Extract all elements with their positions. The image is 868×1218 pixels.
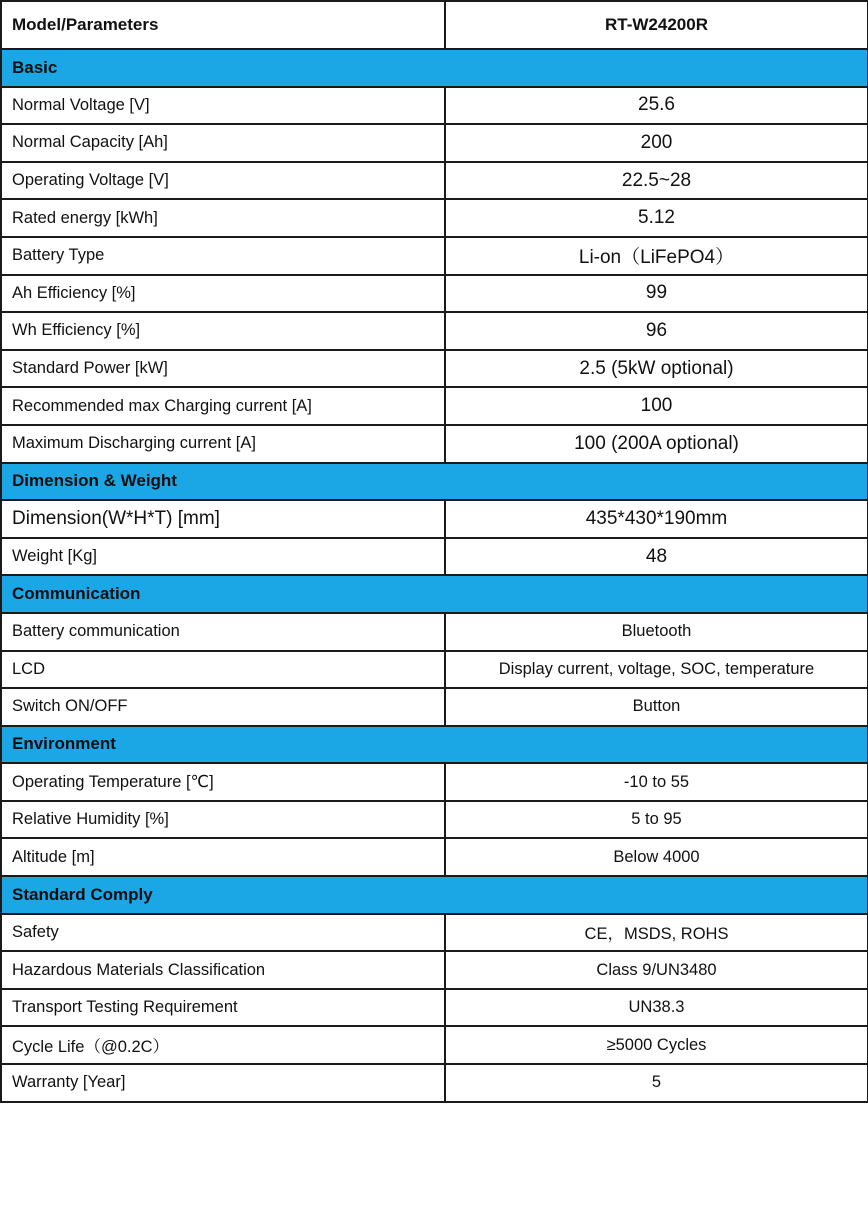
param-label: Battery Type (1, 237, 445, 275)
param-value: 48 (445, 538, 868, 576)
table-row (1, 763, 868, 801)
table-row (1, 237, 868, 275)
section-title: Standard Comply (1, 876, 868, 914)
table-row (1, 312, 868, 350)
section-title: Communication (1, 575, 868, 613)
param-label: Normal Voltage [V] (1, 87, 445, 125)
section-title: Basic (1, 49, 868, 87)
param-value: 2.5 (5kW optional) (445, 350, 868, 388)
param-value: ≥5000 Cycles (445, 1026, 868, 1064)
param-value: 22.5~28 (445, 162, 868, 200)
table-row (1, 801, 868, 839)
param-value: 25.6 (445, 87, 868, 125)
param-label: Wh Efficiency [%] (1, 312, 445, 350)
param-value: 99 (445, 275, 868, 313)
param-value: Button (445, 688, 868, 726)
param-value: 5 (445, 1064, 868, 1102)
model-name: RT-W24200R (445, 1, 868, 49)
param-label: Normal Capacity [Ah] (1, 124, 445, 162)
param-value: 200 (445, 124, 868, 162)
param-value: CE，MSDS, ROHS (445, 914, 868, 952)
param-value: 100 (200A optional) (445, 425, 868, 463)
table-row (1, 425, 868, 463)
param-label: Altitude [m] (1, 838, 445, 876)
table-row (1, 914, 868, 952)
table-row (1, 538, 868, 576)
param-label: Standard Power [kW] (1, 350, 445, 388)
table-row (1, 1026, 868, 1064)
param-label: Switch ON/OFF (1, 688, 445, 726)
param-value: Bluetooth (445, 613, 868, 651)
param-label: Dimension(W*H*T) [mm] (1, 500, 445, 538)
table-row (1, 688, 868, 726)
param-label: Transport Testing Requirement (1, 989, 445, 1027)
param-value: 5.12 (445, 199, 868, 237)
param-label: Relative Humidity [%] (1, 801, 445, 839)
param-label: Safety (1, 914, 445, 952)
table-row (1, 500, 868, 538)
table-row (1, 87, 868, 125)
table-row (1, 275, 868, 313)
param-label: Weight [Kg] (1, 538, 445, 576)
param-value: -10 to 55 (445, 763, 868, 801)
section-communication (1, 575, 868, 613)
section-title: Environment (1, 726, 868, 764)
param-label: Recommended max Charging current [A] (1, 387, 445, 425)
table-row (1, 350, 868, 388)
table-row (1, 1064, 868, 1102)
section-environment (1, 726, 868, 764)
param-label: Rated energy [kWh] (1, 199, 445, 237)
param-label: Operating Temperature [℃] (1, 763, 445, 801)
param-label: Battery communication (1, 613, 445, 651)
table-row (1, 387, 868, 425)
header-label: Model/Parameters (1, 1, 445, 49)
table-row (1, 651, 868, 689)
section-title: Dimension & Weight (1, 463, 868, 501)
table-row (1, 989, 868, 1027)
param-label: Operating Voltage [V] (1, 162, 445, 200)
section-standard-comply (1, 876, 868, 914)
section-basic (1, 49, 868, 87)
table-row (1, 199, 868, 237)
table-row (1, 951, 868, 989)
table-row (1, 162, 868, 200)
param-value: Li-on（LiFePO4） (445, 237, 868, 275)
param-value: 96 (445, 312, 868, 350)
param-value: Display current, voltage, SOC, temperature (445, 651, 868, 689)
param-label: Warranty [Year] (1, 1064, 445, 1102)
param-value: 5 to 95 (445, 801, 868, 839)
table-header-row (1, 1, 868, 49)
table-row (1, 838, 868, 876)
table-row (1, 613, 868, 651)
param-value: 435*430*190mm (445, 500, 868, 538)
table-row (1, 124, 868, 162)
param-value: Below 4000 (445, 838, 868, 876)
param-label: Ah Efficiency [%] (1, 275, 445, 313)
param-label: Hazardous Materials Classification (1, 951, 445, 989)
param-value: Class 9/UN3480 (445, 951, 868, 989)
param-value: 100 (445, 387, 868, 425)
param-value: UN38.3 (445, 989, 868, 1027)
param-label: LCD (1, 651, 445, 689)
param-label: Cycle Life（@0.2C） (1, 1026, 445, 1064)
param-label: Maximum Discharging current [A] (1, 425, 445, 463)
section-dimension-weight (1, 463, 868, 501)
